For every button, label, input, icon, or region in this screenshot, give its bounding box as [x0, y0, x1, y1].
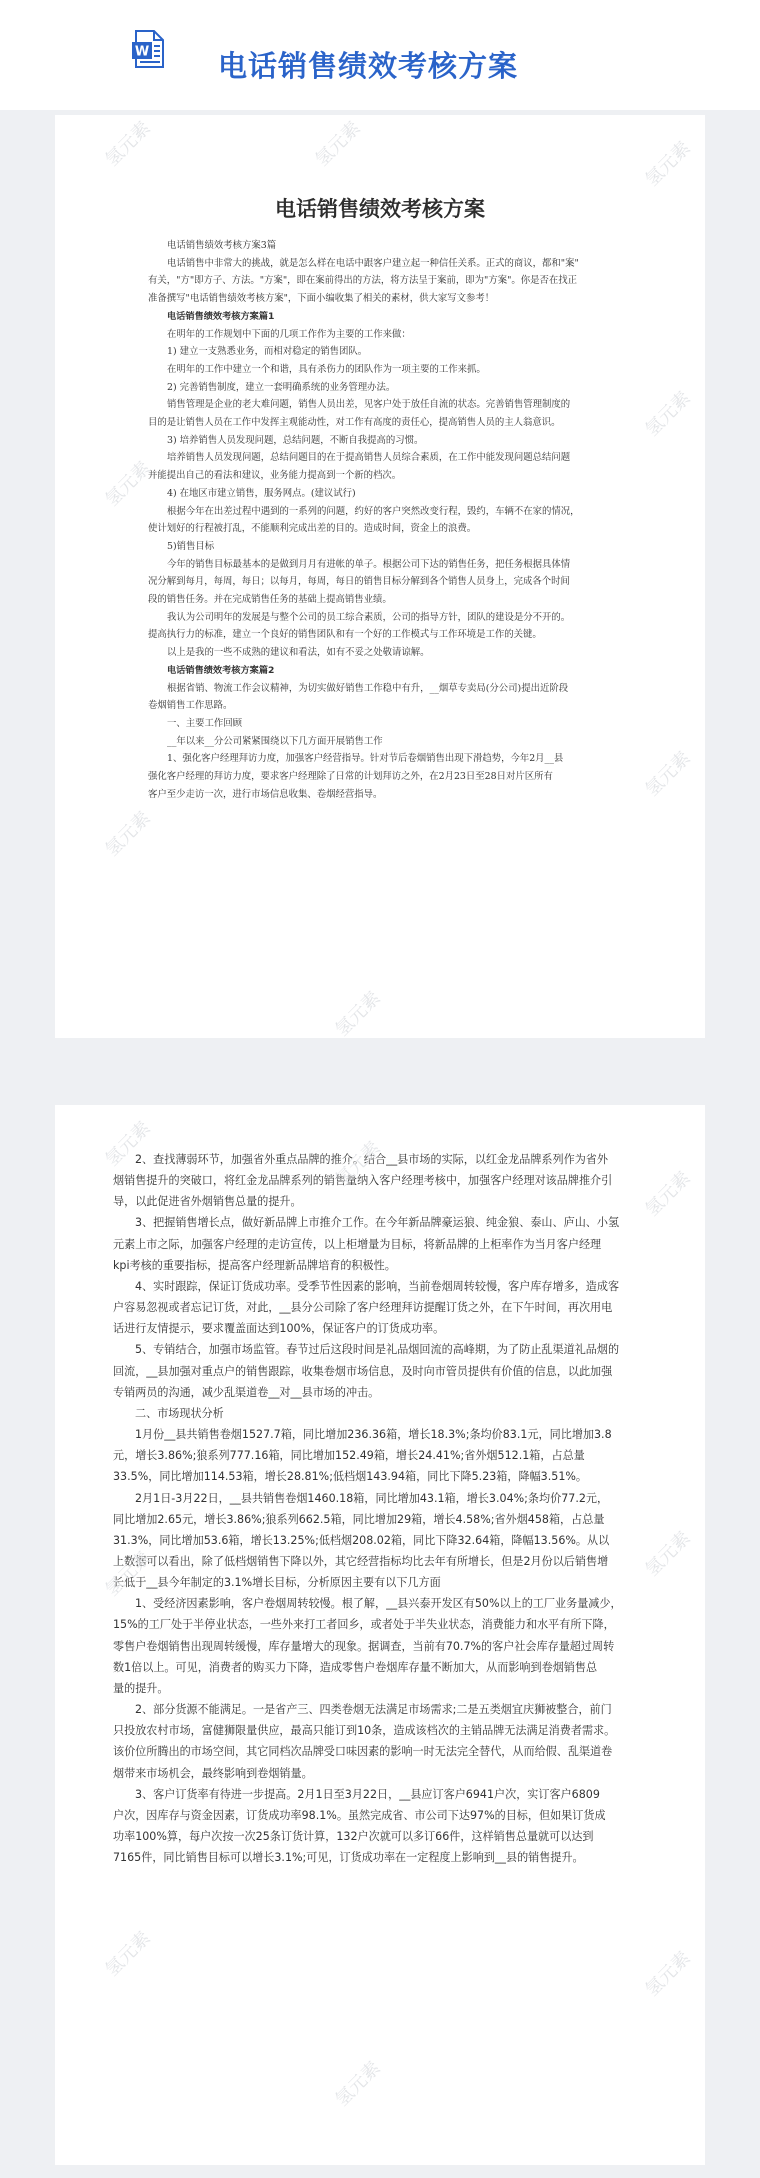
paragraph-line: 并能提出自己的看法和建议，业务能力提高到一个新的档次。 [148, 470, 402, 482]
paragraph-line: 电话销售绩效考核方案3篇 [167, 240, 277, 251]
paragraph-line: 一、主要工作回顾 [167, 717, 243, 729]
paragraph-line: 元素上市之际，加强客户经理的走访宣传，以上柜增量为目标，将新品牌的上柜率作为当月客户经理 [113, 1237, 602, 1251]
paragraph-line: 量的提升。 [113, 1681, 169, 1695]
paragraph-line: 户容易忽视或者忘记订货，对此，__县分公司除了客户经理拜访提醒订货之外，在下午时间，再次用电 [113, 1301, 613, 1315]
paragraph-line: 准备撰写"电话销售绩效考核方案"，下面小编收集了相关的素材，供大家写文参考！ [148, 293, 495, 305]
paragraph-line: 二、市场现状分析 [135, 1406, 224, 1420]
paragraph-line: 2、查找薄弱环节，加强省外重点品牌的推介。结合__县市场的实际，以红金龙品牌系列作为省外 [135, 1153, 609, 1166]
paragraph-line: 2) 完善销售制度，建立一套明确系统的业务管理办法。 [167, 381, 396, 393]
document-page-1 [55, 115, 705, 1038]
watermark-text: 氢元素 [101, 117, 155, 171]
paragraph-line: 5)销售目标 [167, 540, 215, 552]
paragraph-line: kpi考核的重要指标，提高客户经理新品牌培育的积极性。 [113, 1258, 396, 1272]
paragraph-line: 根据省销、物流工作会议精神，为切实做好销售工作稳中有升，__烟草专卖局(分公司)提出近阶段 [167, 682, 569, 694]
watermark-text: 氢元素 [331, 987, 385, 1041]
paragraph-line: 在明年的工作中建立一个和谐，具有杀伤力的团队作为一项主要的工作来抓。 [167, 363, 486, 375]
paragraph-line: 1、受经济因素影响，客户卷烟周转较慢。根了解，__县兴泰开发区有50%以上的工厂业务量减少， [135, 1597, 622, 1611]
paragraph-line: 1) 建立一支熟悉业务，而相对稳定的销售团队。 [167, 346, 368, 358]
banner-title: 电话销售绩效考核方案 [218, 49, 519, 83]
paragraph-line: 话进行友情提示，要求覆盖面达到100%，保证客户的订货成功率。 [113, 1322, 445, 1336]
paragraph-line: 提高执行力的标准，建立一个良好的销售团队和有一个好的工作模式与工作环境是工作的关键。 [148, 629, 542, 641]
watermark-text: 氢元素 [311, 117, 365, 171]
paragraph-line: 专销两员的沟通，减少乱渠道卷__对__县市场的冲击。 [113, 1385, 380, 1399]
paragraph-line: 导，以此促进省外烟销售总量的提升。 [113, 1195, 302, 1209]
paragraph-line: 有关，"方"即方子、方法。"方案"，即在案前得出的方法，将方法呈于案前，即为"方案"。你是否在找正 [148, 275, 578, 287]
watermark-text: 氢元素 [641, 1167, 695, 1221]
watermark-text: 氢元素 [641, 137, 695, 191]
paragraph-line: 1、强化客户经理拜访力度，加强客户经营指导。针对节后卷烟销售出现下滑趋势，今年2月__县 [167, 753, 564, 765]
paragraph-line: 4、实时跟踪，保证订货成功率。受季节性因素的影响，当前卷烟周转较慢，客户库存增多，造成客 [135, 1279, 620, 1293]
paragraph-line: 31.3%，同比增加53.6箱，增长13.25%;低档烟208.02箱，同比下降32.64箱，降幅13.56%。从以 [113, 1533, 610, 1547]
paragraph-line: 7165件，同比销售目标可以增长3.1%;可见，订货成功率在一定程度上影响到__县的销售提升。 [113, 1851, 584, 1865]
paragraph-line: 5、专销结合，加强市场监管。春节过后这段时间是礼品烟回流的高峰期，为了防止乱渠道礼品烟的 [135, 1343, 620, 1357]
watermark-text: 氢元素 [641, 387, 695, 441]
word-document-icon [132, 30, 164, 68]
paragraph-line: 3、客户订货率有待进一步提高。2月1日至3月22日，__县应订客户6941户次，实订客户6809 [135, 1787, 600, 1801]
paragraph-line: __年以来__分公司紧紧围绕以下几方面开展销售工作 [167, 735, 383, 747]
paragraph-line: 2月1日-3月22日，__县共销售卷烟1460.18箱，同比增加43.1箱，增长3.04%;条均价77.2元， [135, 1491, 609, 1505]
paragraph-line: 培养销售人员发现问题，总结问题目的在于提高销售人员综合素质，在工作中能发现问题总结问题 [167, 452, 571, 464]
paragraph-line: 况分解到每月，每周，每日；以每月，每周，每日的销售目标分解到各个销售人员身上，完成各个时间 [148, 576, 570, 588]
watermark-text: 氢元素 [101, 457, 155, 511]
watermark-text: 氢元素 [641, 1527, 695, 1581]
paragraph-line: 1月份__县共销售卷烟1527.7箱，同比增加236.36箱，增长18.3%;条均价83.1元，同比增加3.8 [135, 1428, 612, 1442]
paragraph-line: 段的销售任务。并在完成销售任务的基础上提高销售业绩。 [148, 594, 392, 606]
section-heading: 电话销售绩效考核方案篇1 [167, 310, 275, 322]
watermark-text: 氢元素 [641, 1947, 695, 2001]
paragraph-line: 以上是我的一些不成熟的建议和看法，如有不妥之处敬请谅解。 [167, 647, 430, 659]
paragraph-line: 电话销售中非常大的挑战，就是怎么样在电话中跟客户建立起一种信任关系。正式的商议，都和"案" [167, 257, 579, 269]
watermark-text: 氢元素 [101, 1927, 155, 1981]
section-heading: 电话销售绩效考核方案篇2 [167, 664, 275, 676]
header-banner [0, 0, 760, 110]
paragraph-line: 在明年的工作规划中下面的几项工作作为主要的工作来做： [167, 328, 411, 340]
watermark-text: 氢元素 [101, 1117, 155, 1171]
paragraph-line: 目的是让销售人员在工作中发挥主观能动性，对工作有高度的责任心，提高销售人员的主人翁意识。 [148, 417, 561, 429]
paragraph-line: 长低于__县今年制定的3.1%增长目标，分析原因主要有以下几方面 [113, 1576, 441, 1590]
paragraph-line: 户次，因库存与资金因素，订货成功率98.1%。虽然完成省、市公司下达97%的目标，但如果订货成 [113, 1808, 606, 1822]
paragraph-line: 根据今年在出差过程中遇到的一系列的问题，约好的客户突然改变行程，毁约，车辆不在家的情况， [167, 505, 580, 517]
paragraph-line: 上数据可以看出，除了低档烟销售下降以外，其它经营指标均比去年有所增长，但是2月份以后销售增 [113, 1554, 609, 1568]
paragraph-line: 数1倍以上。可见，消费者的购买力下降，造成零售户卷烟库存量不断加大，从而影响到卷烟销售总 [113, 1660, 598, 1674]
paragraph-line: 4) 在地区市建立销售，服务网点。(建议试行) [167, 487, 356, 499]
paragraph-line: 强化客户经理的拜访力度，要求客户经理除了日常的计划拜访之外，在2月23日至28日对片区所有 [148, 771, 553, 783]
paragraph-line: 烟带来市场机会，最终影响到卷烟销量。 [113, 1766, 313, 1780]
paragraph-line: 我认为公司明年的发展是与整个公司的员工综合素质，公司的指导方针，团队的建设是分不开的。 [167, 611, 571, 623]
paragraph-line: 回流，__县加强对重点户的销售跟踪，收集卷烟市场信息，及时向市管员提供有价值的信息，以此加强 [113, 1364, 613, 1378]
paragraph-line: 卷烟销售工作思路。 [148, 700, 233, 712]
paragraph-line: 该价位所腾出的市场空间，其它同档次品牌受口味因素的影响一时无法完全替代，从而给假、乱渠道卷 [113, 1745, 613, 1759]
paragraph-line: 零售户卷烟销售出现周转缓慢，库存量增大的现象。据调查，当前有70.7%的客户社会库存量超过周转 [113, 1639, 615, 1653]
paragraph-line: 3) 培养销售人员发现问题，总结问题，不断自我提高的习惯。 [167, 434, 424, 446]
watermark-text: 氢元素 [331, 2057, 385, 2111]
page2-body [113, 1149, 653, 1868]
paragraph-line: 15%的工厂处于半停业状态，一些外来打工者回乡，或者处于半失业状态，消费能力和水平有所下降， [113, 1618, 615, 1632]
paragraph-line: 功率100%算，每户次按一次25条订货计算，132户次就可以多订66件，这样销售总量就可以达到 [113, 1830, 594, 1843]
watermark-text: 氢元素 [101, 1547, 155, 1601]
paragraph-line: 客户至少走访一次，进行市场信息收集、卷烟经营指导。 [148, 788, 383, 800]
paragraph-line: 今年的销售目标最基本的是做到月月有进帐的单子。根据公司下达的销售任务，把任务根据具体情 [167, 558, 571, 570]
paragraph-line: 烟销售提升的突破口，将红金龙品牌系列的销售量纳入客户经理考核中，加强客户经理对该品牌推介引 [113, 1174, 613, 1188]
paragraph-line: 使计划好的行程被打乱，不能顺利完成出差的目的。造成时间，资金上的浪费。 [148, 523, 477, 535]
svg-text:W: W [134, 44, 150, 60]
paragraph-line: 33.5%，同比增加114.53箱，增长28.81%;低档烟143.94箱，同比下降5.23箱，降幅3.51%。 [113, 1470, 588, 1484]
watermark-text: 氢元素 [641, 747, 695, 801]
paragraph-line: 销售管理是企业的老大难问题，销售人员出差，见客户处于放任自流的状态。完善销售管理制度的 [167, 399, 571, 411]
paragraph-line: 只投放农村市场，富健狮限量供应，最高只能订到10条，造成该档次的主销品牌无法满足消费者需求。 [113, 1724, 616, 1738]
paragraph-line: 同比增加2.65元，增长3.86%;狼系列662.5箱，同比增加29箱，增长4.58%;省外烟458箱，占总量 [113, 1512, 605, 1526]
watermark-text: 氢元素 [101, 807, 155, 861]
document-page-2 [55, 1105, 705, 2165]
page1-body [148, 237, 618, 804]
watermark-text: 氢元素 [331, 1137, 385, 1191]
paragraph-line: 元，增长3.86%;狼系列777.16箱，同比增加152.49箱，增长24.41%;省外烟512.1箱，占总量 [113, 1449, 585, 1463]
document-title: 电话销售绩效考核方案 [275, 196, 485, 221]
paragraph-line: 2、部分货源不能满足。一是省产三、四类卷烟无法满足市场需求;二是五类烟宜庆狮被整合，前门 [135, 1703, 612, 1717]
paragraph-line: 3、把握销售增长点，做好新品牌上市推介工作。在今年新品牌豪运狼、纯金狼、泰山、庐山、小氢 [135, 1216, 620, 1230]
